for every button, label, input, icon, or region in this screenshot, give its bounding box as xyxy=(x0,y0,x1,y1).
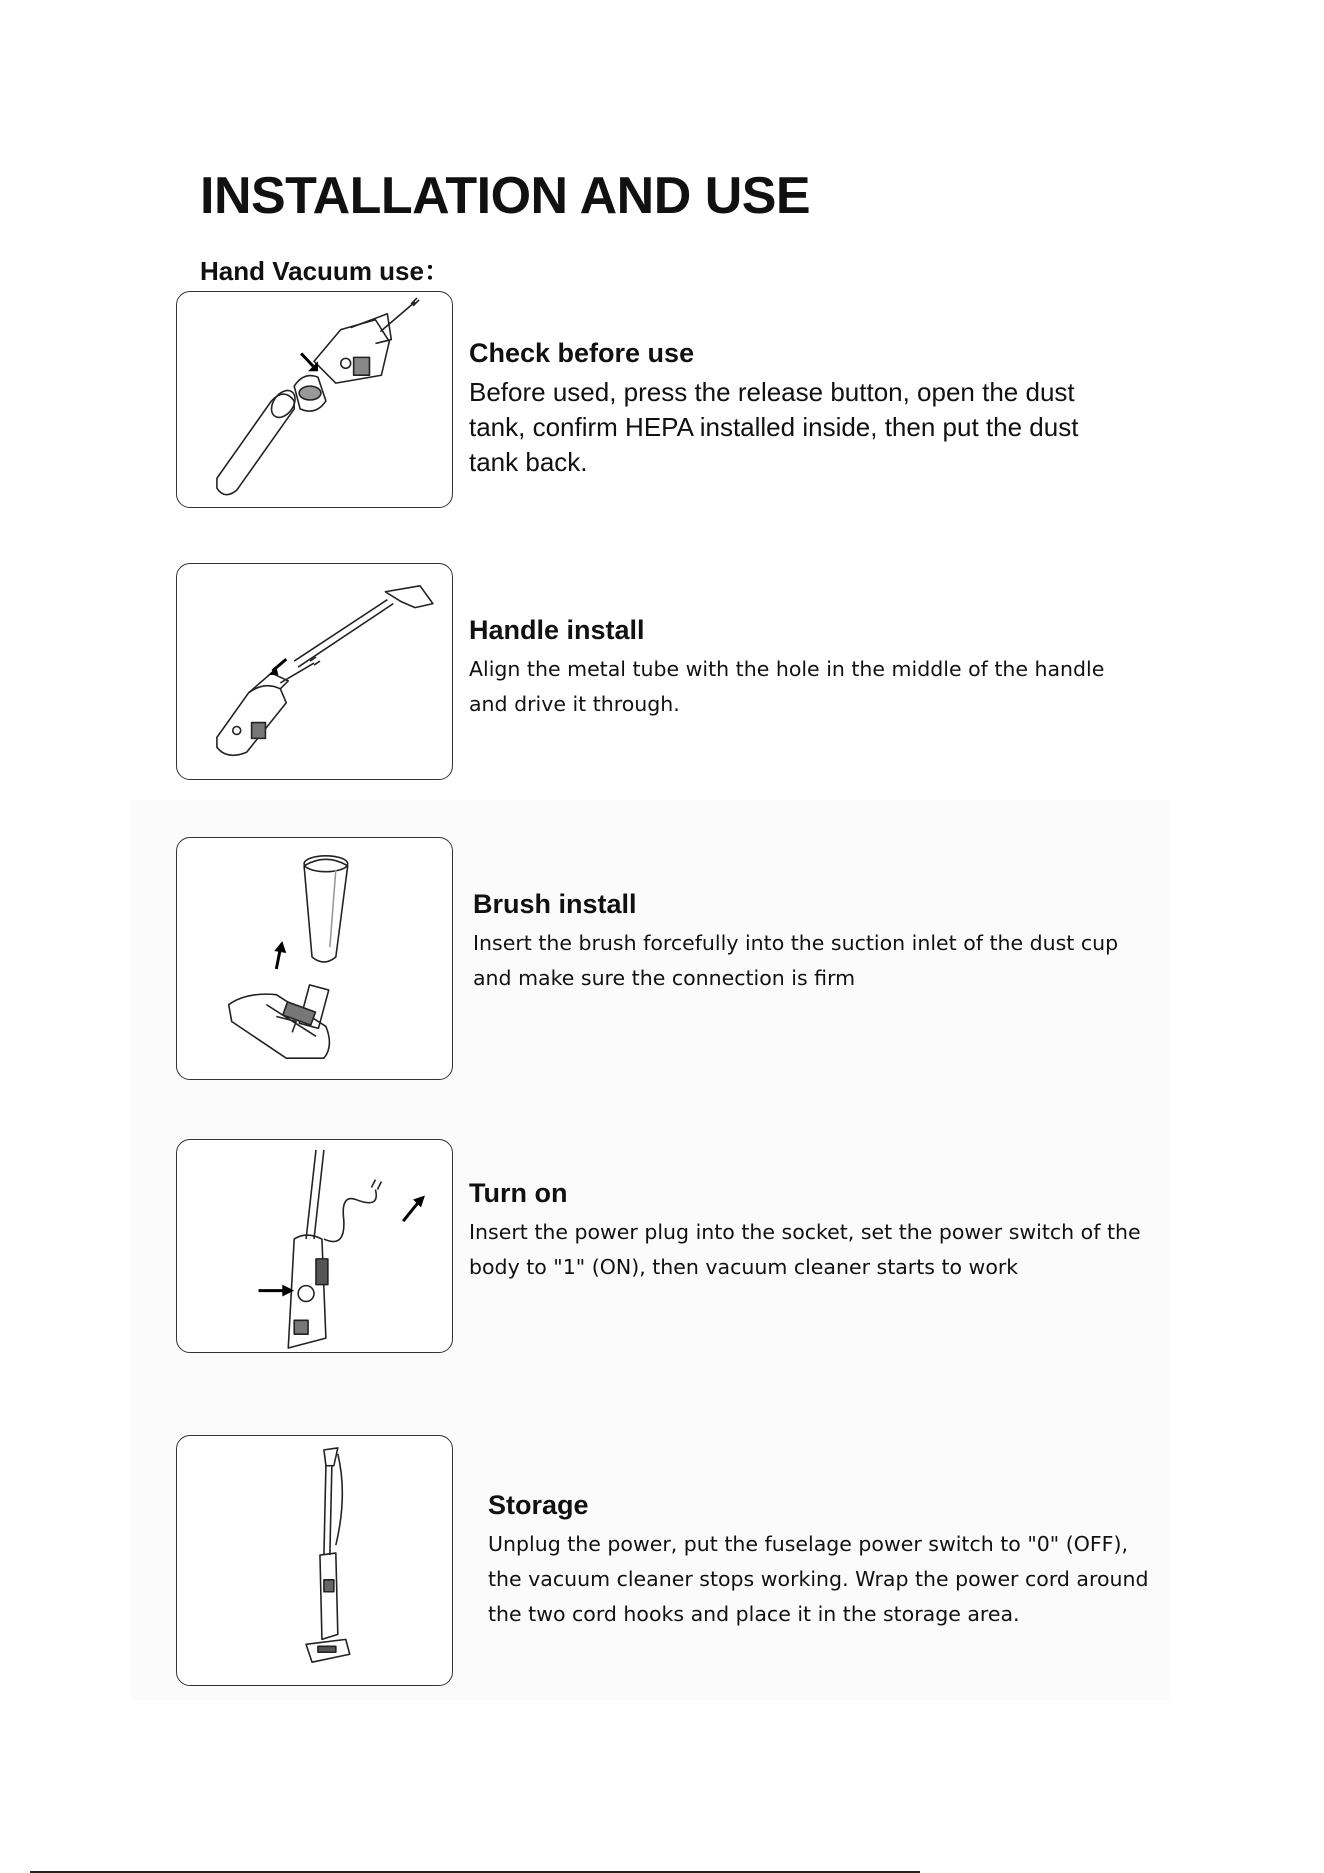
step-title: Turn on xyxy=(469,1178,568,1208)
illustration-check-before-use xyxy=(176,291,453,508)
step-title: Handle install xyxy=(469,615,645,645)
illustration-storage xyxy=(176,1435,453,1686)
illustration-handle-install xyxy=(176,563,453,780)
step-description: Unplug the power, put the fuselage power switch to "0" (OFF), the vacuum cleaner stops working. Wrap the power cord around the two cord hooks and place it in the storage area. xyxy=(488,1532,1149,1626)
stick-vacuum-storage-illustration xyxy=(177,1436,452,1685)
step-brush-install xyxy=(473,889,1153,996)
handle-metal-tube-illustration xyxy=(177,564,452,779)
step-description: Insert the brush forcefully into the suction inlet of the dust cup and make sure the connection is firm xyxy=(473,931,1119,990)
step-handle-install xyxy=(469,615,1149,722)
illustration-brush-install xyxy=(176,837,453,1080)
hand-vacuum-dust-tank-illustration xyxy=(177,292,452,507)
illustration-turn-on xyxy=(176,1139,453,1353)
step-turn-on xyxy=(469,1178,1149,1285)
page-title: INSTALLATION AND USE xyxy=(200,167,811,225)
step-description: Before used, press the release button, open the dust tank, confirm HEPA installed inside, then put the dust tank back. xyxy=(469,377,1079,477)
step-storage xyxy=(488,1490,1168,1632)
brush-dust-cup-illustration xyxy=(177,838,452,1079)
step-title: Brush install xyxy=(473,889,637,919)
step-check-before-use xyxy=(469,338,1129,480)
step-title: Storage xyxy=(488,1490,589,1520)
step-description: Insert the power plug into the socket, set the power switch of the body to "1" (ON), then vacuum cleaner starts to work xyxy=(469,1220,1141,1279)
section-subtitle: Hand Vacuum use： xyxy=(200,256,450,286)
step-description: Align the metal tube with the hole in the middle of the handle and drive it through. xyxy=(469,657,1105,716)
step-title: Check before use xyxy=(469,338,695,368)
power-switch-plug-illustration xyxy=(177,1140,452,1352)
